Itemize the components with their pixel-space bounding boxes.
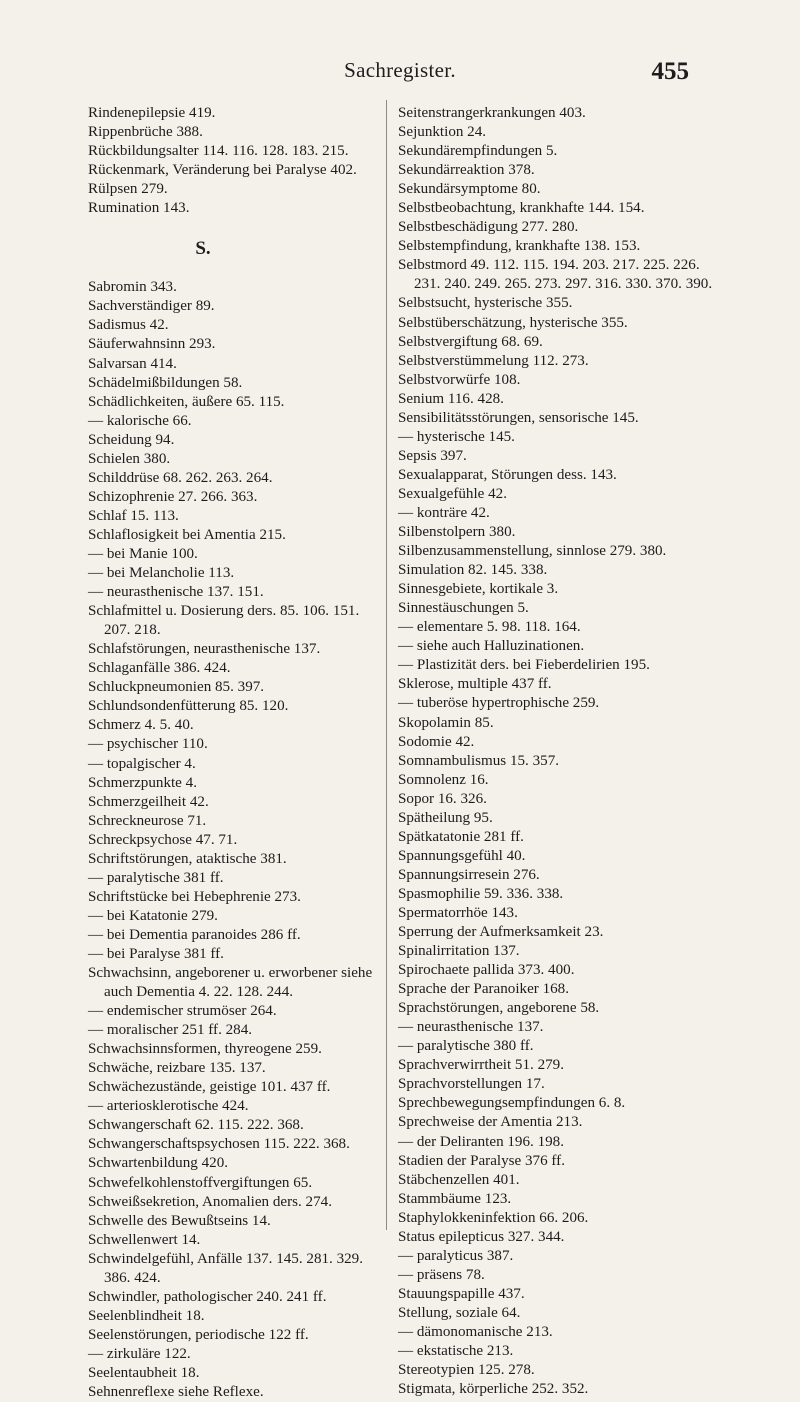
index-entry: Spirochaete pallida 373. 400. [398, 962, 575, 979]
index-entry: Rumination 143. [88, 200, 190, 217]
index-entry: Stigmata, körperliche 252. 352. [398, 1381, 589, 1398]
index-entry: — paralytische 381 ff. [88, 869, 224, 886]
index-entry: — endemischer strumöser 264. [88, 1003, 277, 1020]
index-entry: Simulation 82. 145. 338. [398, 562, 548, 579]
index-entry: Rindenepilepsie 419. [88, 105, 216, 121]
index-entry: Säuferwahnsinn 293. [88, 336, 216, 353]
index-entry: Stereotypien 125. 278. [398, 1362, 535, 1379]
index-entry: Stäbchenzellen 401. [398, 1171, 520, 1188]
index-entry: Scheidung 94. [88, 431, 175, 448]
index-entry: Schlafmittel u. Dosierung ders. 85. 106. 151. 207. 218. [88, 603, 360, 639]
index-entry: Sensibilitätsstörungen, sensorische 145. [398, 409, 639, 426]
index-entry: Sabromin 343. [88, 279, 177, 296]
index-entry: Schmerzgeilheit 42. [88, 793, 209, 810]
index-entry: Schizophrenie 27. 266. 363. [88, 488, 258, 505]
index-entry: Sepsis 397. [398, 447, 467, 464]
index-entry: Stauungspapille 437. [398, 1285, 525, 1302]
index-entry: Seelenstörungen, periodische 122 ff. [88, 1326, 309, 1343]
index-entry: Sekundärempfindungen 5. [398, 143, 558, 160]
index-entry: — neurasthenische 137. [398, 1019, 544, 1036]
index-entry: Schwangerschaft 62. 115. 222. 368. [88, 1117, 304, 1134]
index-entry: — siehe auch Halluzinationen. [398, 638, 585, 655]
index-entry: Schwachsinn, angeborener u. erworbener siehe auch Dementia 4. 22. 128. 244. [88, 965, 373, 1001]
index-entry: Selbstsucht, hysterische 355. [398, 295, 573, 312]
index-entry: Sperrung der Aufmerksamkeit 23. [398, 924, 604, 941]
index-entry: Schriftstörungen, ataktische 381. [88, 850, 287, 867]
index-entry: Spermatorrhöe 143. [398, 904, 518, 921]
index-entry: Stellung, soziale 64. [398, 1304, 521, 1321]
index-entry: Schwachsinnsformen, thyreogene 259. [88, 1041, 322, 1058]
column-divider [386, 100, 387, 1230]
index-entry: Spätkatatonie 281 ff. [398, 828, 524, 845]
index-entry: Schädlichkeiten, äußere 65. 115. [88, 393, 285, 410]
index-entry: Spinalirritation 137. [398, 943, 520, 960]
index-entry: Sachverständiger 89. [88, 298, 215, 315]
page-header [0, 58, 800, 98]
index-entry: — konträre 42. [398, 504, 490, 521]
index-entry: — hysterische 145. [398, 428, 515, 445]
index-entry: Rippenbrüche 388. [88, 124, 203, 141]
index-entry: — neurasthenische 137. 151. [88, 584, 264, 601]
index-entry: Senium 116. 428. [398, 390, 504, 407]
index-entry: Selbstempfindung, krankhafte 138. 153. [398, 238, 641, 255]
index-entry: Sadismus 42. [88, 317, 169, 334]
index-entry: — bei Dementia paranoides 286 ff. [88, 926, 301, 943]
index-entry: — moralischer 251 ff. 284. [88, 1022, 253, 1039]
index-entry: Silbenstolpern 380. [398, 524, 516, 541]
index-entry: Schwächezustände, geistige 101. 437 ff. [88, 1079, 331, 1096]
index-entry: Sejunktion 24. [398, 124, 487, 141]
index-entry: — ekstatische 213. [398, 1343, 514, 1360]
index-entry: Sprechweise der Amentia 213. [398, 1114, 583, 1131]
index-entry: — elementare 5. 98. 118. 164. [398, 619, 581, 636]
section-letter: S. [195, 238, 211, 260]
index-entry: Schwellenwert 14. [88, 1231, 201, 1248]
index-entry: Schwelle des Bewußtseins 14. [88, 1212, 271, 1229]
index-entry: — arteriosklerotische 424. [88, 1098, 249, 1115]
index-entry: Selbstbeschädigung 277. 280. [398, 219, 579, 236]
index-entry: Status epilepticus 327. 344. [398, 1228, 565, 1245]
index-entry: — paralyticus 387. [398, 1247, 514, 1264]
index-entry: Schielen 380. [88, 450, 171, 467]
index-entry: Schlaflosigkeit bei Amentia 215. [88, 526, 286, 543]
index-entry: Selbstmord 49. 112. 115. 194. 203. 217. 225. 226. 231. 240. 249. 265. 273. 297. 316. 330. 370. 390. [398, 257, 713, 293]
index-entry: Rückenmark, Veränderung bei Paralyse 402. [88, 162, 357, 179]
index-entry: Sprachvorstellungen 17. [398, 1076, 545, 1093]
index-entry: Sekundärsymptome 80. [398, 181, 541, 198]
index-entry: Schlaganfälle 386. 424. [88, 660, 231, 677]
index-entry: Somnambulismus 15. 357. [398, 752, 560, 769]
index-entry: Stadien der Paralyse 376 ff. [398, 1152, 565, 1169]
index-column-right [398, 104, 728, 1399]
index-entry: Selbstvorwürfe 108. [398, 371, 521, 388]
index-entry: Skopolamin 85. [398, 714, 494, 731]
running-title: Sachregister. [344, 58, 456, 82]
index-entry: Spasmophilie 59. 336. 338. [398, 885, 564, 902]
index-entry: Sinnestäuschungen 5. [398, 600, 529, 617]
index-entry: Salvarsan 414. [88, 355, 177, 372]
index-entry: — Plastizität ders. bei Fieberdelirien 195. [398, 657, 650, 674]
index-entry: — bei Paralyse 381 ff. [88, 945, 224, 962]
index-entry: — tuberöse hypertrophische 259. [398, 695, 600, 712]
index-entry: Schmerz 4. 5. 40. [88, 717, 194, 734]
index-entry: Rückbildungsalter 114. 116. 128. 183. 215. [88, 143, 349, 160]
index-entry: Schlafstörungen, neurasthenische 137. [88, 641, 321, 658]
index-entry: — der Deliranten 196. 198. [398, 1133, 564, 1150]
index-entry: — zirkuläre 122. [88, 1345, 191, 1362]
index-entry: — präsens 78. [398, 1266, 485, 1283]
index-entry: Spannungsgefühl 40. [398, 847, 526, 864]
index-entry: Selbstverstümmelung 112. 273. [398, 352, 589, 369]
index-entry: Schwartenbildung 420. [88, 1155, 229, 1172]
index-entry: Rülpsen 279. [88, 181, 168, 198]
index-entry: Selbstüberschätzung, hysterische 355. [398, 314, 628, 331]
index-entry: — topalgischer 4. [88, 755, 196, 772]
index-column-left [88, 104, 378, 1402]
index-entry: — dämonomanische 213. [398, 1324, 553, 1340]
index-entry: Schlundsondenfütterung 85. 120. [88, 698, 289, 715]
index-entry: Sprachstörungen, angeborene 58. [398, 1000, 600, 1017]
index-entry: — bei Manie 100. [88, 545, 198, 562]
index-entry: Seelenblindheit 18. [88, 1307, 205, 1324]
index-entry: Schwindelgefühl, Anfälle 137. 145. 281. 329. 386. 424. [88, 1250, 364, 1286]
index-entry: Sklerose, multiple 437 ff. [398, 676, 552, 693]
index-entry: Staphylokkeninfektion 66. 206. [398, 1209, 589, 1226]
page-number: 455 [651, 58, 689, 85]
index-entry: Spannungsirresein 276. [398, 866, 540, 883]
index-entry: Sinnesgebiete, kortikale 3. [398, 581, 559, 598]
index-entry: Schwäche, reizbare 135. 137. [88, 1060, 266, 1077]
index-entry: — kalorische 66. [88, 412, 192, 429]
index-entry: — bei Melancholie 113. [88, 565, 235, 582]
index-entry: Schreckpsychose 47. 71. [88, 831, 238, 848]
index-entry: Schwefelkohlenstoffvergiftungen 65. [88, 1174, 313, 1191]
index-entry: — bei Katatonie 279. [88, 907, 218, 924]
index-entry: Schreckneurose 71. [88, 812, 207, 829]
index-entry: Seelentaubheit 18. [88, 1365, 200, 1381]
index-entry: Stammbäume 123. [398, 1190, 512, 1207]
index-entry: Schluckpneumonien 85. 397. [88, 679, 265, 696]
index-entry: Schwangerschaftspsychosen 115. 222. 368. [88, 1136, 350, 1153]
index-entry: Schweißsekretion, Anomalien ders. 274. [88, 1193, 332, 1210]
index-entry: Selbstbeobachtung, krankhafte 144. 154. [398, 200, 645, 217]
index-entry: Sekundärreaktion 378. [398, 162, 535, 179]
index-entry: Schädelmißbildungen 58. [88, 374, 243, 391]
index-entry: Sodomie 42. [398, 733, 475, 750]
index-entry: Sexualgefühle 42. [398, 485, 507, 502]
index-entry: Sexualapparat, Störungen dess. 143. [398, 466, 617, 483]
index-entry: Silbenzusammenstellung, sinnlose 279. 380. [398, 543, 667, 560]
index-entry: Schlaf 15. 113. [88, 507, 179, 524]
index-entry: Schwindler, pathologischer 240. 241 ff. [88, 1288, 327, 1305]
index-entry: Sprachverwirrtheit 51. 279. [398, 1057, 564, 1074]
index-entry: Sprache der Paranoiker 168. [398, 981, 569, 998]
index-entry: Sehnenreflexe siehe Reflexe. [88, 1384, 264, 1401]
index-entry: Schilddrüse 68. 262. 263. 264. [88, 469, 273, 486]
index-entry: Schmerzpunkte 4. [88, 774, 197, 791]
index-entry: Selbstvergiftung 68. 69. [398, 333, 543, 350]
index-entry: Seitenstrangerkrankungen 403. [398, 105, 586, 121]
index-entry: Spätheilung 95. [398, 809, 493, 826]
index-entry: — psychischer 110. [88, 736, 208, 753]
index-entry: Sprechbewegungsempfindungen 6. 8. [398, 1095, 626, 1112]
index-entry: Schriftstücke bei Hebephrenie 273. [88, 888, 301, 905]
index-entry: Somnolenz 16. [398, 771, 489, 788]
index-entry: Sopor 16. 326. [398, 790, 487, 807]
index-entry: — paralytische 380 ff. [398, 1038, 534, 1055]
